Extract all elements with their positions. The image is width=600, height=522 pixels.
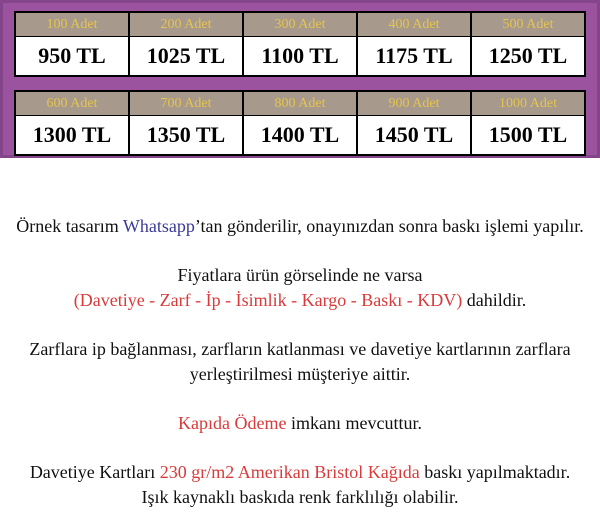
price-cell: 1350 TL: [129, 116, 243, 156]
quantity-header-row: [15, 12, 585, 37]
price-row: [15, 116, 585, 156]
pricing-table-600-1000: [14, 90, 586, 156]
note-line: Işık kaynaklı baskıda renk farklılığı olabilir.: [141, 487, 459, 507]
note-cash-on-delivery: [6, 411, 594, 436]
note-text: baskı yapılmaktadır.: [419, 462, 571, 482]
note-customer-responsibility: [6, 337, 594, 387]
quantity-header-cell: 600 Adet: [15, 91, 129, 116]
price-cell: 1250 TL: [471, 37, 585, 77]
included-items-text: (Davetiye - Zarf - İp - İsimlik - Kargo - Baskı - KDV): [73, 290, 463, 310]
note-line: yerleştirilmesi müşteriye aittir.: [189, 364, 411, 384]
price-cell: 1100 TL: [243, 37, 357, 77]
note-text: dahildir.: [462, 290, 527, 310]
quantity-header-cell: 400 Adet: [357, 12, 471, 37]
price-cell: 1500 TL: [471, 116, 585, 156]
note-line: Zarflara ip bağlanması, zarfların katlanması ve davetiye kartlarının zarflara: [29, 339, 571, 359]
price-cell: 1025 TL: [129, 37, 243, 77]
quantity-header-cell: 100 Adet: [15, 12, 129, 37]
paper-spec-text: 230 gr/m2 Amerikan Bristol Kağıda: [159, 462, 420, 482]
note-price-includes: [6, 263, 594, 313]
price-row: [15, 37, 585, 77]
price-cell: 1400 TL: [243, 116, 357, 156]
pricing-table-100-500: [14, 11, 586, 77]
note-sample-design: [6, 214, 594, 239]
price-cell: 1300 TL: [15, 116, 129, 156]
note-text: Davetiye Kartları: [29, 462, 160, 482]
pricing-banner: [0, 0, 600, 158]
price-cell: 1450 TL: [357, 116, 471, 156]
info-section: [0, 158, 600, 510]
price-cell: 950 TL: [15, 37, 129, 77]
quantity-header-cell: 1000 Adet: [471, 91, 585, 116]
quantity-header-row: [15, 91, 585, 116]
quantity-header-cell: 800 Adet: [243, 91, 357, 116]
quantity-header-cell: 300 Adet: [243, 12, 357, 37]
note-text: imkanı mevcuttur.: [286, 413, 422, 433]
note-paper-type: [6, 460, 594, 510]
whatsapp-text: Whatsapp: [122, 216, 195, 236]
note-text: Örnek tasarım: [16, 216, 123, 236]
note-text: ’tan gönderilir, onayınızdan sonra baskı işlemi yapılır.: [194, 216, 584, 236]
price-cell: 1175 TL: [357, 37, 471, 77]
quantity-header-cell: 200 Adet: [129, 12, 243, 37]
note-line: Fiyatlara ürün görselinde ne varsa: [177, 265, 423, 285]
quantity-header-cell: 900 Adet: [357, 91, 471, 116]
cash-on-delivery-text: Kapıda Ödeme: [178, 413, 287, 433]
quantity-header-cell: 700 Adet: [129, 91, 243, 116]
quantity-header-cell: 500 Adet: [471, 12, 585, 37]
